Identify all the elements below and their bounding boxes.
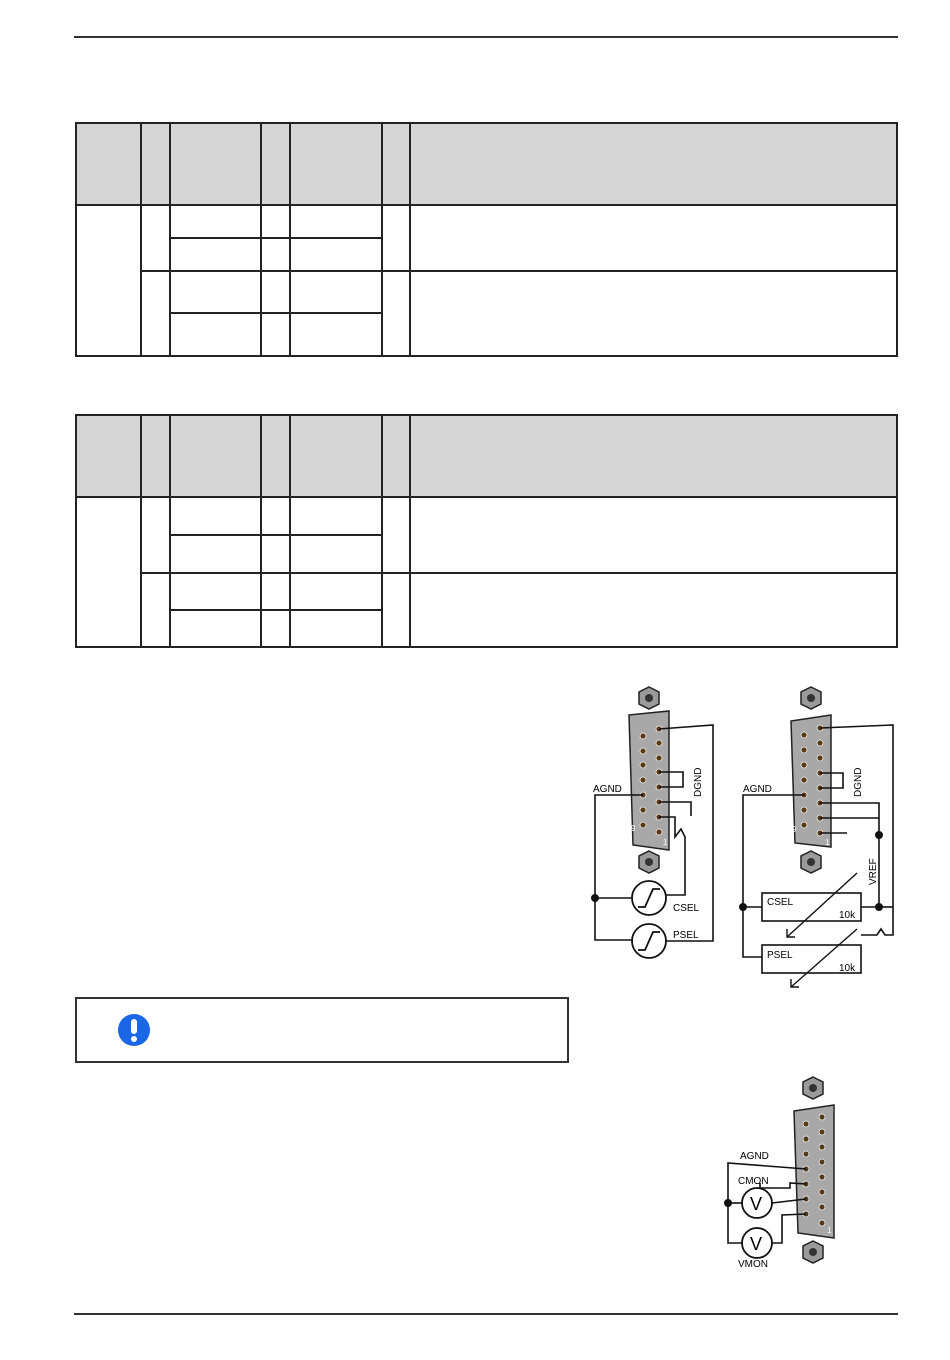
- screw-bottom-icon: [639, 851, 659, 873]
- table-header-row: [76, 415, 897, 497]
- screw-bottom-icon: [801, 851, 821, 873]
- connector-shell: [791, 715, 831, 847]
- dgnd-label: DGND: [693, 767, 704, 797]
- pin-9-label: 9: [631, 824, 636, 833]
- table-row: [76, 573, 897, 610]
- vref-junction: [875, 831, 883, 839]
- table-row: [76, 271, 897, 313]
- wiring-diagram-resistors: [735, 685, 900, 990]
- table-header-row: [76, 123, 897, 205]
- agnd-label: AGND: [740, 1151, 769, 1162]
- table-row: [76, 205, 897, 238]
- pin-9-label: 9: [792, 825, 797, 834]
- vmon-label: VMON: [738, 1259, 768, 1270]
- cmon-label: CMON: [738, 1176, 769, 1187]
- wiring-diagram-switches: [585, 685, 720, 965]
- table-1: [75, 122, 898, 357]
- pin-9-label: 9: [793, 1219, 798, 1228]
- voltmeter-vmon-icon: [742, 1228, 772, 1258]
- vref-junction-2: [875, 903, 883, 911]
- screw-top-icon: [639, 687, 659, 709]
- r2-label: 10k: [839, 963, 856, 974]
- csel-label: CSEL: [767, 897, 794, 908]
- pin-1-label: 1: [825, 838, 830, 847]
- agnd-junction: [739, 903, 747, 911]
- screw-top-icon: [803, 1077, 823, 1099]
- table-2: [75, 414, 898, 648]
- pin-1-label: 1: [827, 1226, 832, 1235]
- exclamation-circle-icon: [117, 1013, 151, 1047]
- screw-top-icon: [801, 687, 821, 709]
- psel-label: PSEL: [767, 950, 793, 961]
- agnd-junction: [591, 894, 599, 902]
- screw-bottom-icon: [803, 1241, 823, 1263]
- table-row: [76, 497, 897, 535]
- svg-text:V: V: [750, 1194, 763, 1214]
- connector-shell: [794, 1105, 834, 1238]
- vref-label: VREF: [868, 858, 879, 885]
- csel-label: CSEL: [673, 903, 700, 914]
- pin-1-label: 1: [663, 838, 668, 847]
- footer-rule: [74, 1313, 898, 1315]
- note-box: [75, 997, 569, 1063]
- csel-switch-icon: [632, 881, 666, 915]
- agnd-label: AGND: [593, 784, 622, 795]
- agnd-label: AGND: [743, 784, 772, 795]
- svg-text:V: V: [750, 1234, 763, 1254]
- agnd-junction: [724, 1199, 732, 1207]
- dgnd-label: DGND: [853, 767, 864, 797]
- psel-label: PSEL: [673, 930, 699, 941]
- header-rule: [74, 36, 898, 38]
- psel-switch-icon: [632, 924, 666, 958]
- r1-label: 10k: [839, 910, 856, 921]
- wiring-diagram-monitors: [720, 1073, 840, 1273]
- voltmeter-cmon-icon: [742, 1188, 772, 1218]
